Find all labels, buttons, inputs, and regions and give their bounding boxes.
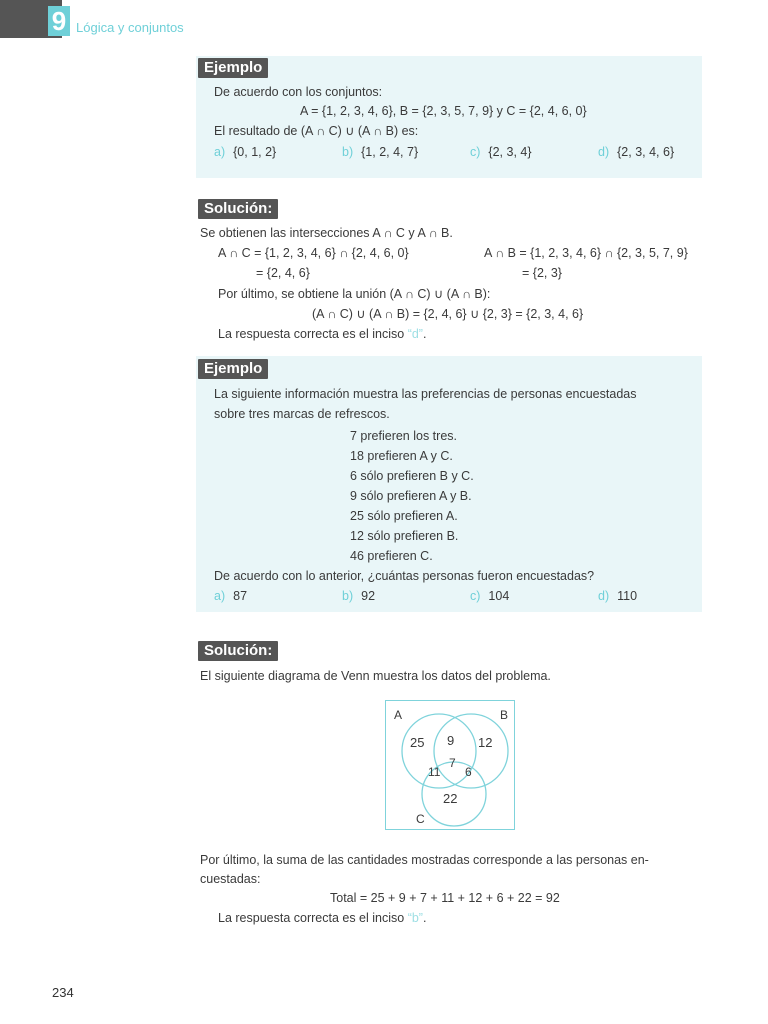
- region-b-and-c: 6: [465, 765, 472, 779]
- answer-prefix: La respuesta correcta es el inciso: [218, 911, 408, 925]
- example1-option-d: [598, 144, 674, 161]
- venn-svg: [386, 701, 514, 829]
- option-text: {0, 1, 2}: [233, 145, 277, 159]
- option-text: 104: [488, 589, 510, 603]
- solution1-ab-result: = {2, 3}: [522, 266, 562, 280]
- example2-tag: Ejemplo: [198, 359, 268, 379]
- example1-question: El resultado de (A ∩ C) ∪ (A ∩ B) es:: [214, 124, 419, 138]
- answer-letter: “b”: [407, 911, 423, 925]
- list-item: 25 sólo prefieren A.: [350, 509, 458, 523]
- answer-letter: “d”: [407, 327, 423, 341]
- option-text: {2, 3, 4, 6}: [617, 145, 675, 159]
- example2-question: De acuerdo con lo anterior, ¿cuántas personas fueron encuestadas?: [214, 569, 595, 583]
- example1-sets: A = {1, 2, 3, 4, 6}, B = {2, 3, 5, 7, 9} y C = {2, 4, 6, 0}: [300, 104, 587, 118]
- example2-option-a: [214, 588, 247, 605]
- option-letter: c): [470, 145, 481, 159]
- example1-tag: Ejemplo: [198, 58, 268, 78]
- list-item: 18 prefieren A y C.: [350, 449, 453, 463]
- set-c-label: C: [416, 812, 425, 826]
- chapter-number: 9: [48, 6, 70, 36]
- option-text: 92: [361, 589, 376, 603]
- solution2-sum-line2: cuestadas:: [200, 872, 261, 886]
- solution1-line1: Se obtienen las intersecciones A ∩ C y A ∩ B.: [200, 226, 453, 240]
- example2-intro-line1: La siguiente información muestra las preferencias de personas encuestadas: [214, 387, 637, 401]
- option-letter: b): [342, 145, 354, 159]
- solution2-answer: [218, 910, 426, 927]
- solution2-sum-line1: Por último, la suma de las cantidades mostradas corresponde a las personas en-: [200, 853, 649, 867]
- example1-option-b: [342, 144, 418, 161]
- set-b-label: B: [500, 708, 509, 722]
- option-letter: d): [598, 145, 610, 159]
- example2-option-c: [470, 588, 509, 605]
- list-item: 7 prefieren los tres.: [350, 429, 457, 443]
- region-only-a: 25: [410, 735, 425, 750]
- answer-prefix: La respuesta correcta es el inciso: [218, 327, 408, 341]
- solution2-line1: El siguiente diagrama de Venn muestra los datos del problema.: [200, 669, 551, 683]
- set-a-label: A: [394, 708, 403, 722]
- option-text: 110: [617, 589, 638, 603]
- list-item: 46 prefieren C.: [350, 549, 433, 563]
- list-item: 12 sólo prefieren B.: [350, 529, 459, 543]
- solution1-tag: Solución:: [198, 199, 278, 219]
- example2-list: [350, 426, 474, 566]
- venn-diagram: [385, 700, 515, 830]
- region-all-three: 7: [449, 756, 456, 770]
- example2-option-d: [598, 588, 637, 605]
- solution1-ab: A ∩ B = {1, 2, 3, 4, 6} ∩ {2, 3, 5, 7, 9}: [484, 246, 688, 260]
- option-letter: a): [214, 145, 226, 159]
- option-text: {2, 3, 4}: [488, 145, 532, 159]
- solution1-ac: A ∩ C = {1, 2, 3, 4, 6} ∩ {2, 4, 6, 0}: [218, 246, 409, 260]
- solution1-ac-result: = {2, 4, 6}: [256, 266, 310, 280]
- solution1-union: (A ∩ C) ∪ (A ∩ B) = {2, 4, 6} ∪ {2, 3} = {2, 3, 4, 6}: [312, 307, 584, 321]
- chapter-title: Lógica y conjuntos: [76, 20, 184, 35]
- list-item: 6 sólo prefieren B y C.: [350, 469, 474, 483]
- option-letter: a): [214, 589, 226, 603]
- option-text: 87: [233, 589, 248, 603]
- region-only-b: 12: [478, 735, 493, 750]
- list-item: 9 sólo prefieren A y B.: [350, 489, 472, 503]
- example1-option-c: [470, 144, 532, 161]
- option-letter: b): [342, 589, 354, 603]
- answer-suffix: .: [422, 911, 427, 925]
- region-a-and-b: 9: [447, 733, 455, 748]
- example1-option-a: [214, 144, 276, 161]
- option-text: {1, 2, 4, 7}: [361, 145, 419, 159]
- example2-intro-line2: sobre tres marcas de refrescos.: [214, 407, 390, 421]
- solution2-total: Total = 25 + 9 + 7 + 11 + 12 + 6 + 22 = 92: [330, 891, 560, 905]
- option-letter: c): [470, 589, 481, 603]
- solution2-tag: Solución:: [198, 641, 278, 661]
- option-letter: d): [598, 589, 610, 603]
- example2-option-b: [342, 588, 375, 605]
- region-a-and-c: 11: [428, 765, 441, 779]
- page-number: 234: [52, 985, 74, 1000]
- answer-suffix: .: [422, 327, 427, 341]
- region-only-c: 22: [443, 791, 458, 806]
- solution1-answer: [218, 326, 426, 343]
- solution1-union-intro: Por último, se obtiene la unión (A ∩ C) ∪ (A ∩ B):: [218, 287, 491, 301]
- example1-intro: De acuerdo con los conjuntos:: [214, 85, 383, 99]
